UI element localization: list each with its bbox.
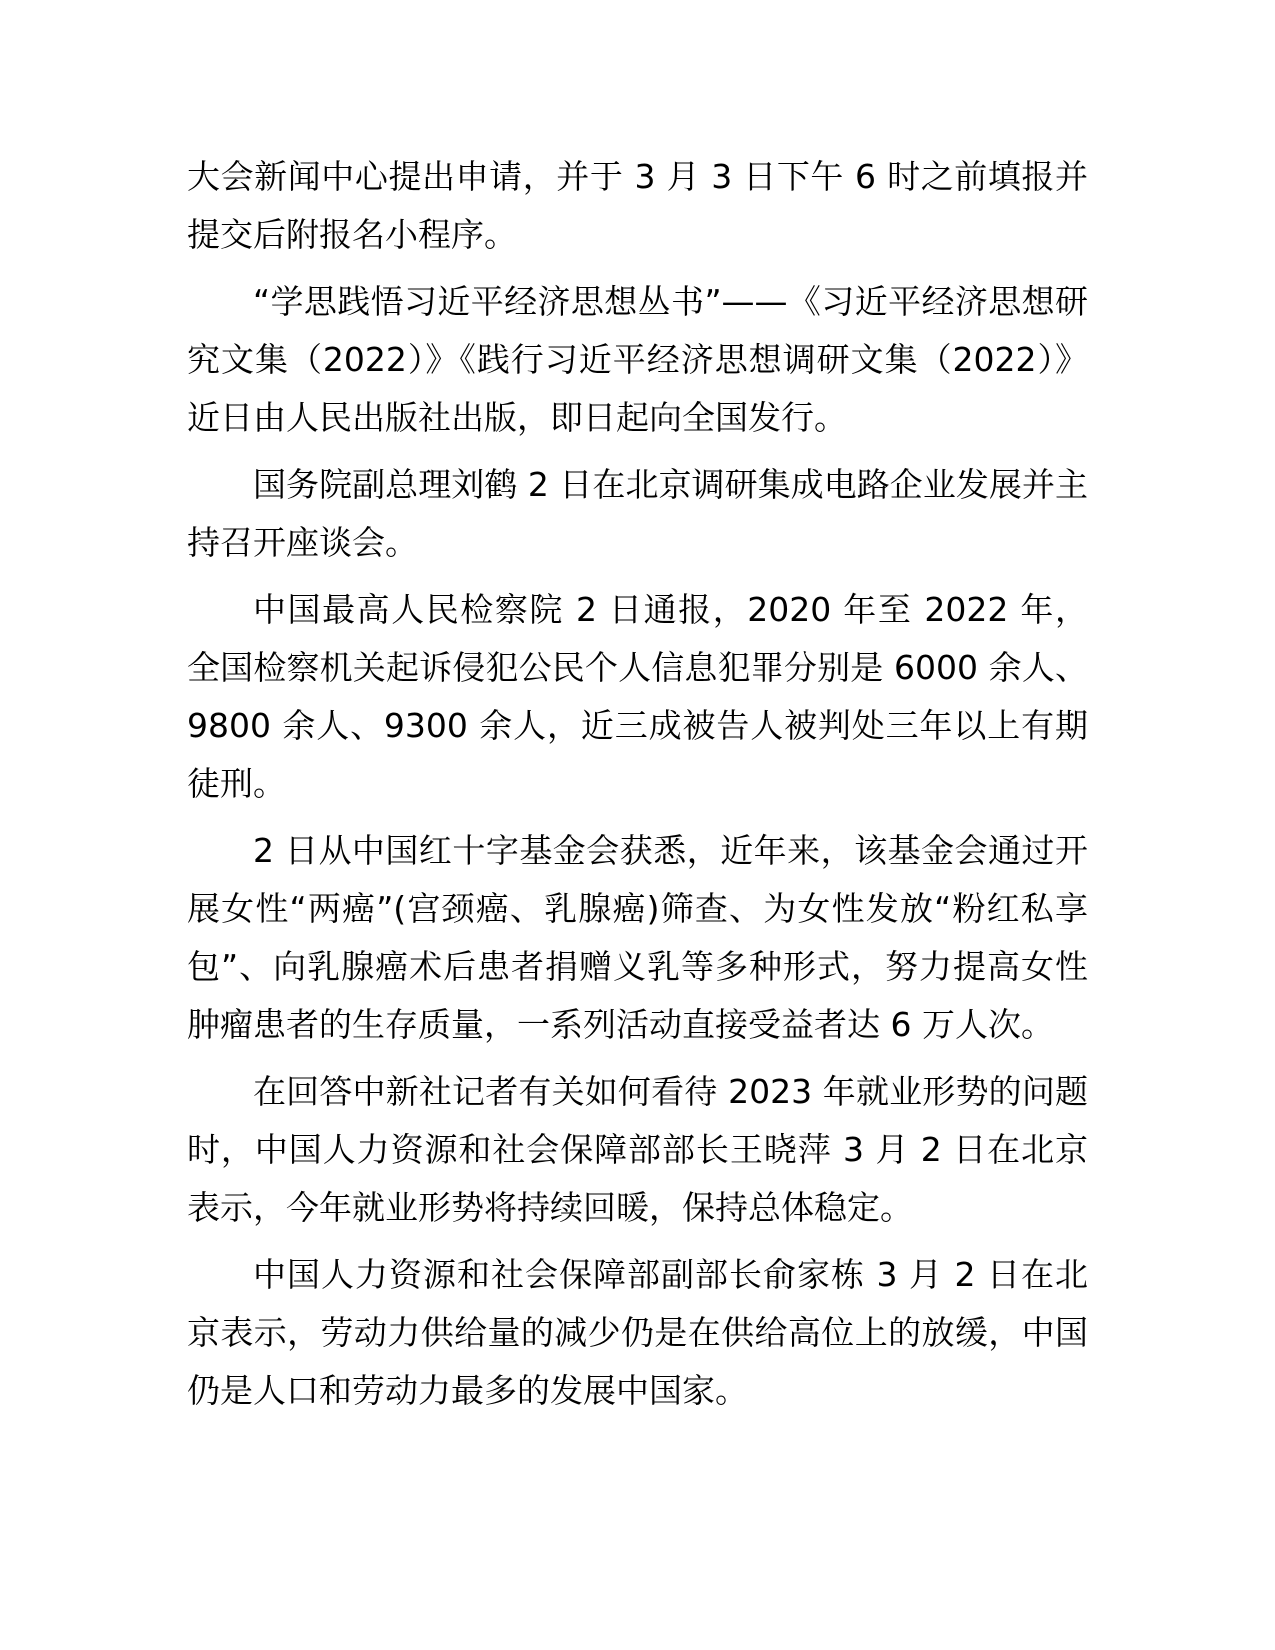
paragraph-vice-premier: 国务院副总理刘鹤 2 日在北京调研集成电路企业发展并主持召开座谈会。	[187, 465, 1088, 562]
paragraph-labor-supply: 中国人力资源和社会保障部副部长俞家栋 3 月 2 日在北京表示，劳动力供给量的减少仍是在供给高位上的放缓，中国仍是人口和劳动力最多的发展中国家。	[187, 1255, 1088, 1410]
paragraph-continued: 大会新闻中心提出申请，并于 3 月 3 日下午 6 时之前填报并提交后附报名小程序。	[187, 157, 1088, 254]
document-body	[187, 148, 1088, 1429]
paragraph-employment: 在回答中新社记者有关如何看待 2023 年就业形势的问题时，中国人力资源和社会保障部部长王晓萍 3 月 2 日在北京表示，今年就业形势将持续回暖，保持总体稳定。	[187, 1072, 1088, 1227]
paragraph-procuratorate: 中国最高人民检察院 2 日通报，2020 年至 2022 年，全国检察机关起诉侵犯公民个人信息犯罪分别是 6000 余人、9800 余人、9300 余人，近三成被告人被判处三年以上有期徒刑。	[187, 590, 1088, 803]
paragraph-book-release: “学思践悟习近平经济思想丛书”——《习近平经济思想研究文集（2022）》《践行习近平经济思想调研文集（2022）》近日由人民出版社出版，即日起向全国发行。	[187, 282, 1088, 437]
paragraph-red-cross: 2 日从中国红十字基金会获悉，近年来，该基金会通过开展女性“两癌”(宫颈癌、乳腺癌)筛查、为女性发放“粉红私享包”、向乳腺癌术后患者捐赠义乳等多种形式，努力提高女性肿瘤患者的生存质量，一系列活动直接受益者达 6 万人次。	[187, 831, 1088, 1044]
